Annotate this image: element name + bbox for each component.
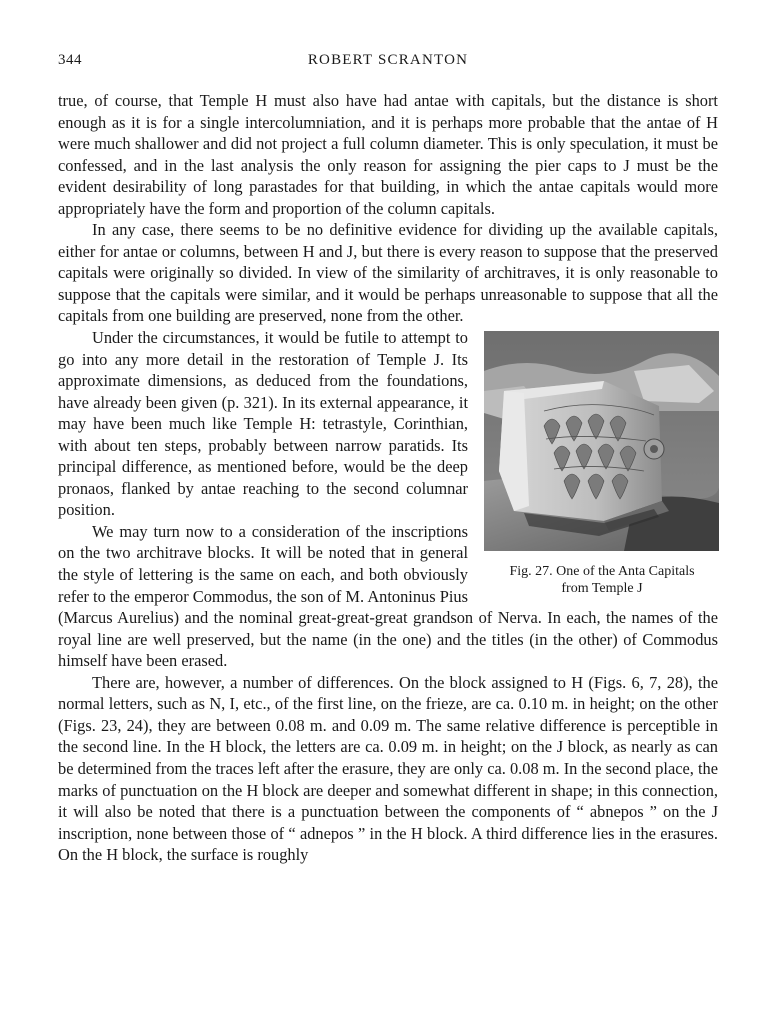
figure-27 <box>482 331 722 597</box>
body-text <box>58 90 718 866</box>
paragraph-1: true, of course, that Temple H must also have had antae with capitals, but the distance is short enough as it is for a single intercolumniation, and it is perhaps more probable that the antae of H were much shallower and did not project a full column diameter. This is only speculation, it must be confessed, and in the last analysis the only reason for assigning the pier caps to J must be the evident desirability of long parastades for that building, in which the antae capitals would more appropriately have the form and proportion of the column capitals. <box>58 91 718 218</box>
page <box>58 52 718 866</box>
figure-caption <box>482 563 722 597</box>
paragraph-5: There are, however, a number of differences. On the block assigned to H (Figs. 6, 7, 28), the normal letters, such as N, I, etc., of the first line, on the frieze, are ca. 0.10 m. in height; on the other (Figs. 23, 24), they are between 0.08 m. and 0.09 m. The same relative difference is perceptible in the second line. In the H block, the letters are ca. 0.09 m. in height; on the J block, as nearly as can be determined from the traces left after the erasure, they are only ca. 0.08 m. In the second place, the marks of punctuation on the H block are deeper and somewhat different in shape; in this connection, it will also be noted that there is a punctuation between the components of “ abnepos ” on the J inscription, none between those of “ adnepos ” in the H block. A third difference lies in the erasures. On the H block, the surface is roughly <box>58 672 718 865</box>
paragraph-2: In any case, there seems to be no definitive evidence for dividing up the available capitals, either for antae or columns, between H and J, but there is every reason to suppose that the preserved capitals were originally so divided. In view of the similarity of architraves, it is only reasonable to suppose that the capitals were similar, and it would be perhaps unreasonable to suppose that all the capitals from one building are preserved, none from the other. <box>58 220 718 326</box>
anta-capital-photo <box>484 331 719 551</box>
page-header <box>58 52 718 78</box>
page-number: 344 <box>58 52 82 68</box>
running-title: ROBERT SCRANTON <box>307 52 469 68</box>
paragraph-4: We may turn now to a consideration of the inscriptions on the two architrave blocks. It will be noted that in general the style of lettering is the same on each, and both obviously refer to the emperor Commodus, the son of M. Antoninus Pius (Marcus Aurelius) and the nominal great-great-great grandson of Nerva. In each, the names of the royal line are well preserved, but the name (in the one) and the titles (in the other) of Commodus himself have been erased. <box>58 521 718 671</box>
caption-line-1: Fig. 27. One of the Anta Capitals <box>509 564 695 580</box>
paragraph-3: Under the circumstances, it would be futile to attempt to go into any more detail in the restoration of Temple J. Its approximate dimensions, as deduced from the foundations, have already been given (p. 321). In its external appearance, it may have been much like Temple H: tetrastyle, Corinthian, with about ten steps, probably between narrow paratids. Its principal difference, as mentioned before, would be the deep pronaos, flanked by antae reaching to the second columnar position. <box>58 328 468 520</box>
caption-line-2: from Temple J <box>561 581 643 597</box>
